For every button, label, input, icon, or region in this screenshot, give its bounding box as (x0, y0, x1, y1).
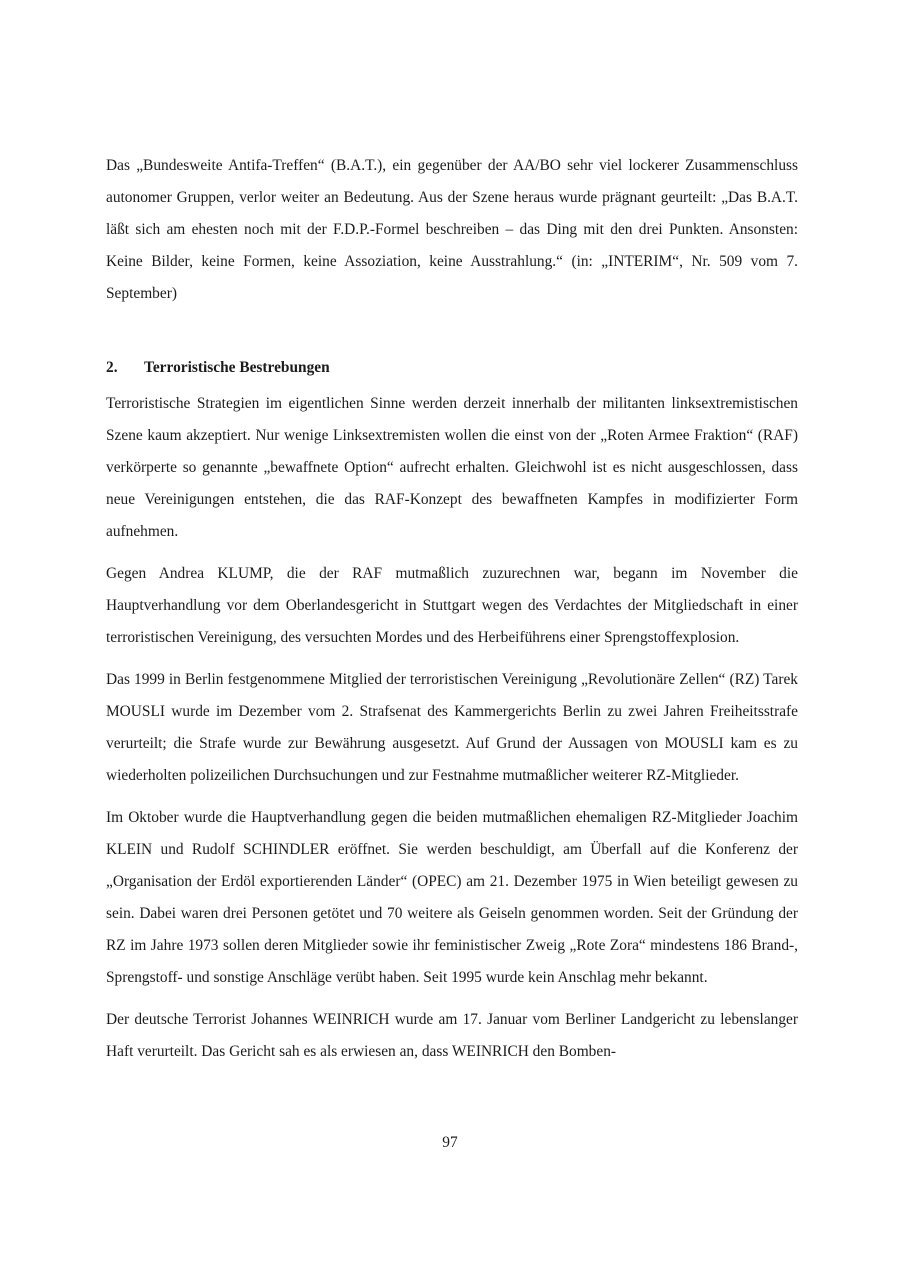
section-heading (106, 352, 798, 384)
page-number: 97 (442, 1134, 458, 1151)
paragraph-opec-trial: Im Oktober wurde die Hauptverhandlung gegen die beiden mutmaßlichen ehemaligen RZ-Mitglieder Joachim KLEIN und Rudolf SCHINDLER eröffnet. Sie werden beschuldigt, am Überfall auf die Konferenz der „Organisation der Erdöl exportierenden Länder“ (OPEC) am 21. Dezember 1975 in Wien beteiligt gewesen zu sein. Dabei waren drei Personen getötet und 70 weitere als Geiseln genommen worden. Seit der Gründung der RZ im Jahre 1973 sollen deren Mitglieder sowie ihr feministischer Zweig „Rote Zora“ mindestens 186 Brand-, Sprengstoff- und sonstige Anschläge verübt haben. Seit 1995 wurde kein Anschlag mehr bekannt. (106, 809, 798, 986)
paragraph-mousli: Das 1999 in Berlin festgenommene Mitglied der terroristischen Vereinigung „Revolutionäre Zellen“ (RZ) Tarek MOUSLI wurde im Dezember vom 2. Strafsenat des Kammergerichts Berlin zu zwei Jahren Freiheitsstrafe verurteilt; die Strafe wurde zur Bewährung ausgesetzt. Auf Grund der Aussagen von MOUSLI kam es zu wiederholten polizeilichen Durchsuchungen und zur Festnahme mutmaßlicher weiterer RZ-Mitglieder. (106, 671, 798, 784)
paragraph-raf-strategies: Terroristische Strategien im eigentlichen Sinne werden derzeit innerhalb der militanten linksextremistischen Szene kaum akzeptiert. Nur wenige Linksextremisten wollen die einst von der „Roten Armee Fraktion“ (RAF) verkörperte so genannte „bewaffnete Option“ aufrecht erhalten. Gleichwohl ist es nicht ausgeschlossen, dass neue Vereinigungen entstehen, die das RAF-Konzept des bewaffneten Kampfes in modifizierter Form aufnehmen. (106, 395, 798, 540)
document-page (106, 150, 798, 1078)
intro-paragraph: Das „Bundesweite Antifa-Treffen“ (B.A.T.), ein gegenüber der AA/BO sehr viel lockerer Zusammenschluss autonomer Gruppen, verlor weiter an Bedeutung. Aus der Szene heraus wurde prägnant geurteilt: „Das B.A.T. läßt sich am ehesten noch mit der F.D.P.-Formel beschreiben – das Ding mit den drei Punkten. Ansonsten: Keine Bilder, keine Formen, keine Assoziation, keine Ausstrahlung.“ (in: „INTERIM“, Nr. 509 vom 7. September) (106, 157, 798, 302)
section-number: 2. (106, 359, 118, 376)
paragraph-weinrich: Der deutsche Terrorist Johannes WEINRICH wurde am 17. Januar vom Berliner Landgericht zu lebenslanger Haft verurteilt. Das Gericht sah es als erwiesen an, dass WEINRICH den Bomben- (106, 1011, 798, 1060)
section-title: Terroristische Bestrebungen (144, 359, 330, 376)
paragraph-klump: Gegen Andrea KLUMP, die der RAF mutmaßlich zuzurechnen war, begann im November die Hauptverhandlung vor dem Oberlandesgericht in Stuttgart wegen des Verdachtes der Mitgliedschaft in einer terroristischen Vereinigung, des versuchten Mordes und des Herbeiführens einer Sprengstoffexplosion. (106, 565, 798, 646)
